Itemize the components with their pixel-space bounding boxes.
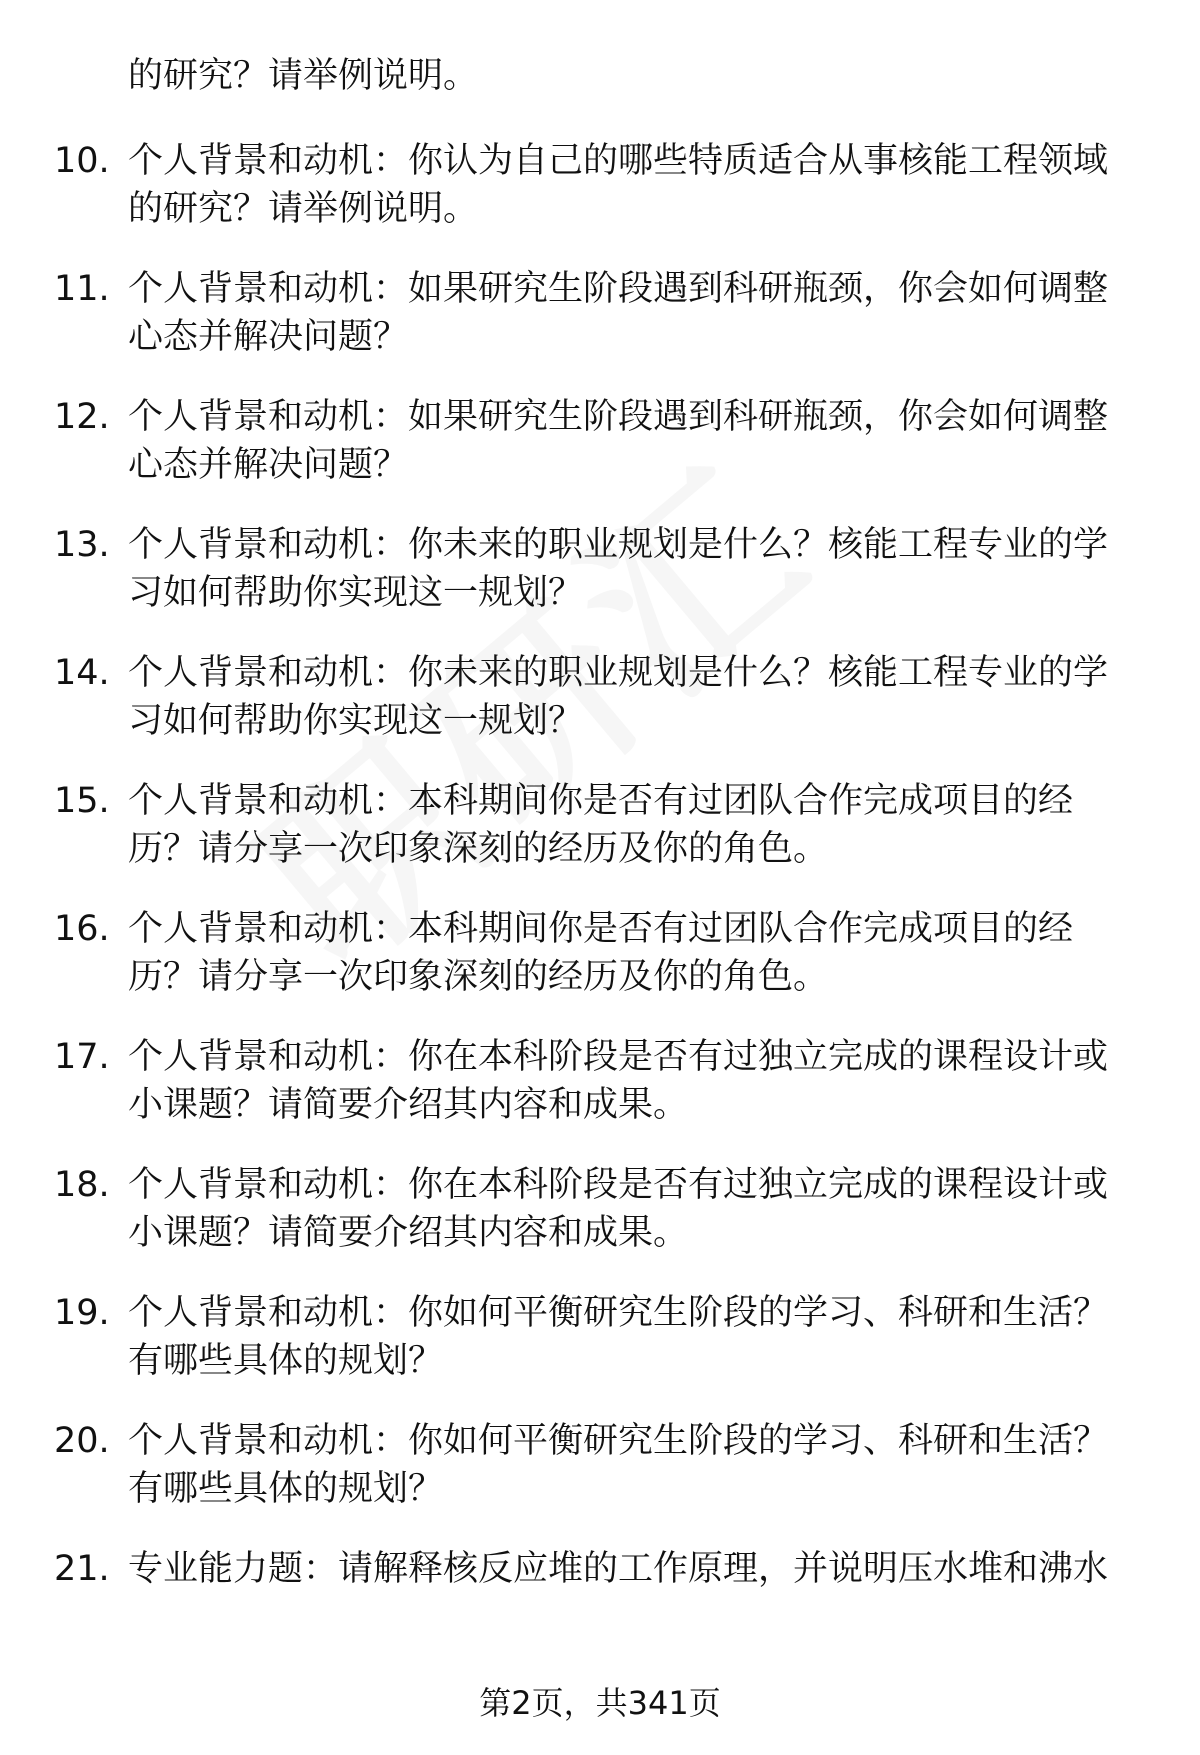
question-number: 17. xyxy=(54,1037,110,1077)
question-line: 个人背景和动机：你在本科阶段是否有过独立完成的课程设计或 xyxy=(128,1037,1109,1077)
question-item xyxy=(0,1549,1200,1693)
question-line: 个人背景和动机：你未来的职业规划是什么？核能工程专业的学 xyxy=(128,525,1109,565)
question-line: 习如何帮助你实现这一规划？ xyxy=(128,701,584,741)
question-line: 个人背景和动机：你未来的职业规划是什么？核能工程专业的学 xyxy=(128,653,1109,693)
question-line: 个人背景和动机：你认为自己的哪些特质适合从事核能工程领域 xyxy=(128,141,1109,181)
question-line: 个人背景和动机：本科期间你是否有过团队合作完成项目的经 xyxy=(128,781,1074,821)
question-text xyxy=(128,1417,1148,1513)
question-text xyxy=(128,777,1148,873)
question-line: 小课题？请简要介绍其内容和成果。 xyxy=(128,1213,689,1253)
question-number: 20. xyxy=(54,1421,110,1461)
question-line: 历？请分享一次印象深刻的经历及你的角色。 xyxy=(128,829,829,869)
question-line: 个人背景和动机：你如何平衡研究生阶段的学习、科研和生活？ xyxy=(128,1293,1109,1333)
question-number: 21. xyxy=(54,1549,110,1589)
question-number: 19. xyxy=(54,1293,110,1333)
question-line: 有哪些具体的规划？ xyxy=(128,1469,444,1509)
question-number: 15. xyxy=(54,781,110,821)
question-line: 个人背景和动机：你在本科阶段是否有过独立完成的课程设计或 xyxy=(128,1165,1109,1205)
question-text xyxy=(128,393,1148,489)
question-list xyxy=(0,141,1200,1693)
question-text xyxy=(128,1289,1148,1385)
question-line: 个人背景和动机：如果研究生阶段遇到科研瓶颈，你会如何调整 xyxy=(128,397,1109,437)
question-line: 个人背景和动机：如果研究生阶段遇到科研瓶颈，你会如何调整 xyxy=(128,269,1109,309)
question-line: 习如何帮助你实现这一规划？ xyxy=(128,573,584,613)
question-text xyxy=(128,1161,1148,1257)
question-text xyxy=(128,649,1148,745)
question-number: 12. xyxy=(54,397,110,437)
question-text xyxy=(128,905,1148,1001)
question-number: 10. xyxy=(54,141,110,181)
question-number: 16. xyxy=(54,909,110,949)
question-line: 心态并解决问题？ xyxy=(128,445,409,485)
question-number: 11. xyxy=(54,269,110,309)
question-line: 小课题？请简要介绍其内容和成果。 xyxy=(128,1085,689,1125)
question-text xyxy=(128,137,1148,233)
question-text xyxy=(128,1033,1148,1129)
question-line: 的研究？请举例说明。 xyxy=(128,189,479,229)
continued-text: 的研究？请举例说明。 xyxy=(128,56,479,96)
question-line: 历？请分享一次印象深刻的经历及你的角色。 xyxy=(128,957,829,997)
page-footer: 第2页，共341页 xyxy=(479,1684,721,1722)
question-line: 专业能力题：请解释核反应堆的工作原理，并说明压水堆和沸水 xyxy=(128,1549,1109,1589)
question-text xyxy=(128,521,1148,617)
question-number: 18. xyxy=(54,1165,110,1205)
question-text xyxy=(128,1545,1148,1593)
question-text xyxy=(128,265,1148,361)
question-line: 个人背景和动机：本科期间你是否有过团队合作完成项目的经 xyxy=(128,909,1074,949)
question-line: 心态并解决问题？ xyxy=(128,317,409,357)
question-line: 有哪些具体的规划？ xyxy=(128,1341,444,1381)
question-line: 个人背景和动机：你如何平衡研究生阶段的学习、科研和生活？ xyxy=(128,1421,1109,1461)
question-number: 13. xyxy=(54,525,110,565)
question-number: 14. xyxy=(54,653,110,693)
